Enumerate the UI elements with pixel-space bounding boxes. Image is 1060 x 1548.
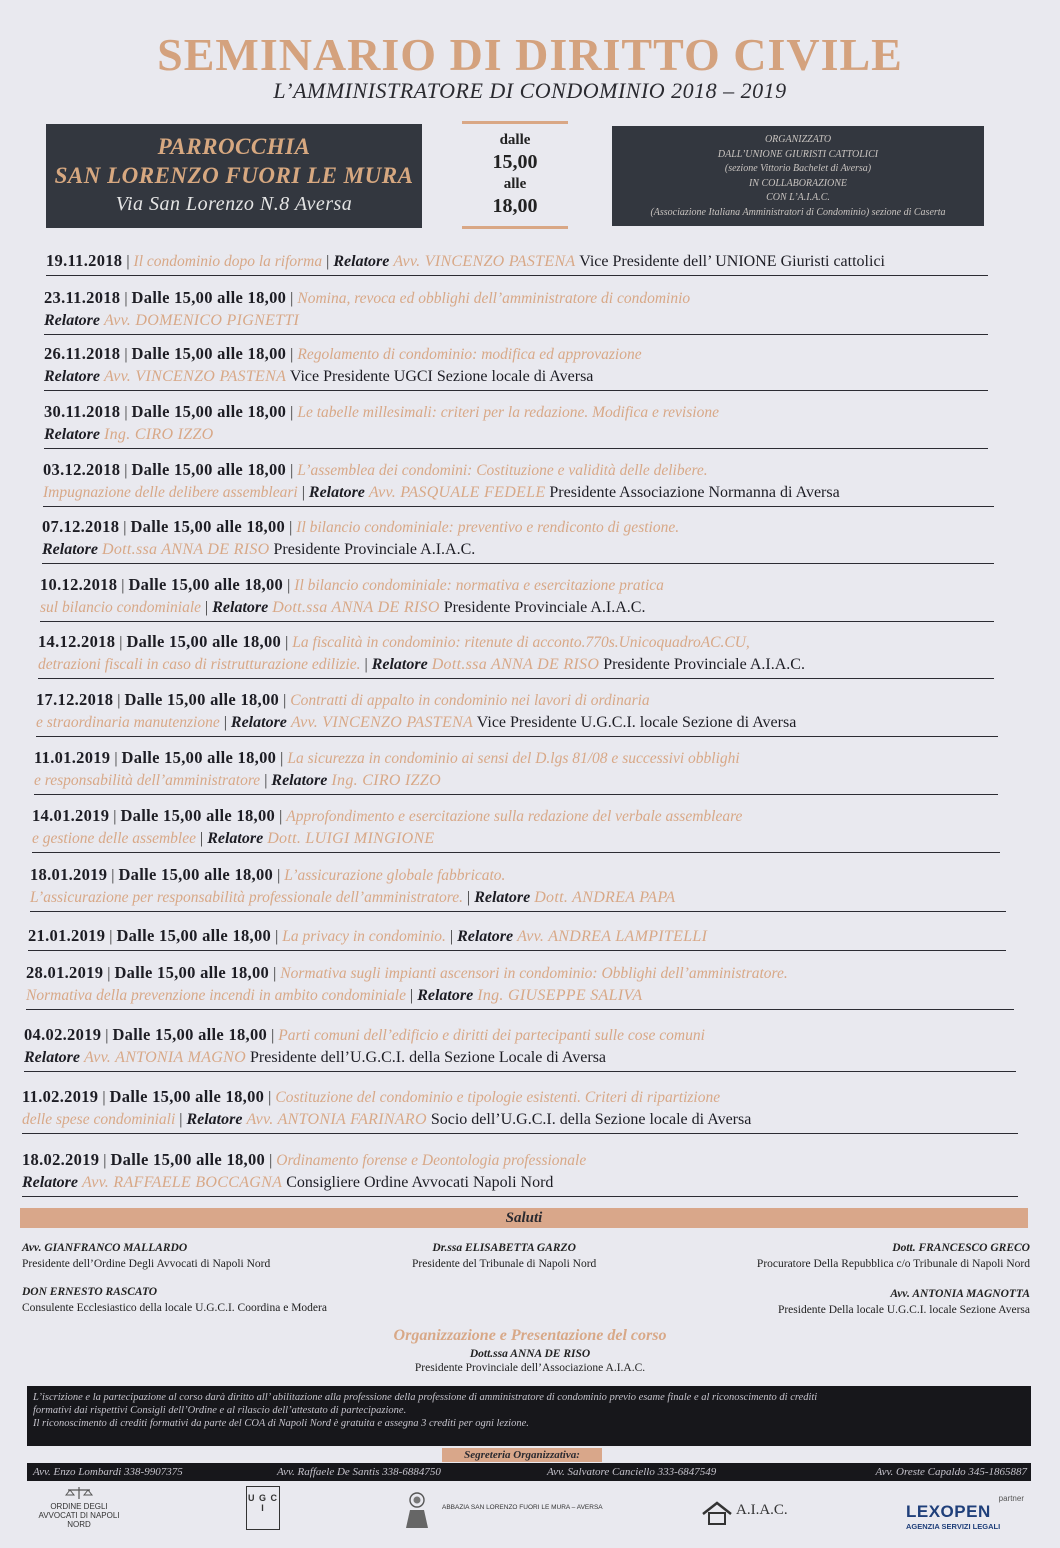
- session-row: [36, 689, 998, 737]
- session-row: [22, 1086, 1018, 1134]
- session-line: [24, 1024, 1016, 1047]
- session-row: [43, 459, 994, 507]
- venue-line2: SAN LORENZO FUORI LE MURA: [54, 163, 414, 188]
- session-date: 10.12.2018: [40, 575, 118, 594]
- notice-line: L’iscrizione e la partecipazione al corso darà diritto all’ abilitazione alla professione della professione di amministratore di condominio previo esame finale e al riconoscimento di crediti: [33, 1392, 818, 1403]
- session-time: Dalle 15,00 alle 18,00: [110, 1150, 266, 1169]
- session-line: [28, 925, 1006, 948]
- session-row: [44, 401, 988, 449]
- session-topic: Il bilancio condominiale: preventivo e rendiconto di gestione.: [296, 519, 680, 536]
- scales-icon: [64, 1486, 94, 1500]
- session-line: [36, 712, 998, 734]
- session-row: [40, 574, 994, 622]
- session-topic-continued: sul bilancio condominiale: [40, 599, 202, 616]
- session-line: [43, 459, 994, 482]
- session-line: [44, 424, 988, 446]
- session-line: [26, 962, 1014, 985]
- organizer-box: [612, 126, 984, 226]
- separator: |: [360, 656, 372, 673]
- session-speaker: Avv. ANTONIA MAGNO: [84, 1049, 246, 1066]
- session-date: 19.11.2018: [46, 251, 123, 270]
- session-topic: Il condominio dopo la riforma: [133, 253, 323, 270]
- session-speaker-role: Presidente Provinciale A.I.A.C.: [443, 599, 646, 616]
- separator: |: [120, 346, 132, 363]
- session-line: [38, 631, 994, 654]
- session-date: 30.11.2018: [44, 402, 121, 421]
- separator: |: [265, 1152, 277, 1169]
- session-line: [43, 482, 994, 504]
- session-topic: Contratti di appalto in condominio nei lavori di ordinaria: [290, 692, 650, 709]
- separator: |: [264, 1089, 276, 1106]
- session-relatore-label: Relatore: [42, 541, 98, 558]
- session-relatore-label: Relatore: [44, 312, 100, 329]
- session-topic-continued: e responsabilità dell’amministratore: [34, 772, 261, 789]
- session-topic: Approfondimento e esercitazione sulla redazione del verbale assembleare: [286, 808, 743, 825]
- separator: |: [286, 462, 298, 479]
- session-time: Dalle 15,00 alle 18,00: [131, 460, 287, 479]
- session-date: 07.12.2018: [42, 517, 120, 536]
- session-time: Dalle 15,00 alle 18,00: [121, 748, 277, 767]
- separator: |: [283, 577, 295, 594]
- separator: |: [271, 928, 283, 945]
- separator: |: [281, 634, 293, 651]
- separator: |: [267, 1027, 279, 1044]
- session-topic-continued: e straordinaria manutenzione: [36, 714, 220, 731]
- session-relatore-label: Relatore: [371, 656, 428, 673]
- notice-box: [27, 1386, 1031, 1446]
- guest-role: Presidente Della locale U.G.C.I. locale Sezione Aversa: [777, 1304, 1030, 1316]
- separator: |: [269, 965, 281, 982]
- separator: |: [286, 404, 298, 421]
- guest-magnotta: [778, 1286, 1030, 1318]
- session-relatore-label: Relatore: [24, 1049, 80, 1066]
- lexopen-partner: partner: [998, 1494, 1024, 1503]
- separator: |: [120, 404, 132, 421]
- abbazia-logo-text: ABBAZIA SAN LORENZO FUORI LE MURA – AVERSA: [442, 1504, 603, 1511]
- guest-name: Avv. ANTONIA MAGNOTTA: [890, 1288, 1030, 1300]
- organizer-line: DALL’UNIONE GIURISTI CATTOLICI: [717, 148, 879, 160]
- organization-role: Presidente Provinciale dell’Associazione A.I.A.C.: [414, 1362, 646, 1374]
- separator: |: [286, 346, 298, 363]
- session-speaker: Ing. CIRO IZZO: [104, 426, 214, 443]
- session-date: 14.01.2019: [32, 806, 110, 825]
- session-date: 18.02.2019: [22, 1150, 100, 1169]
- guest-role: Presidente dell’Ordine Degli Avvocati di Napoli Nord: [22, 1258, 271, 1270]
- separator: |: [98, 1089, 110, 1106]
- separator: |: [285, 519, 297, 536]
- session-time: Dalle 15,00 alle 18,00: [116, 926, 272, 945]
- session-topic: L’assicurazione globale fabbricato.: [284, 867, 506, 884]
- separator: |: [103, 965, 115, 982]
- session-speaker-role: Presidente Provinciale A.I.A.C.: [603, 656, 805, 673]
- page-subtitle: L’AMMINISTRATORE DI CONDOMINIO 2018 – 2019: [273, 78, 787, 103]
- session-row: [32, 805, 1000, 853]
- session-row: [44, 343, 988, 391]
- session-line: [32, 828, 1000, 850]
- session-speaker: Ing. CIRO IZZO: [331, 772, 441, 789]
- separator: |: [120, 462, 132, 479]
- session-time: Dalle 15,00 alle 18,00: [131, 288, 287, 307]
- session-row: [22, 1149, 1018, 1197]
- session-relatore-label: Relatore: [230, 714, 287, 731]
- session-topic-continued: e gestione delle assemblee: [32, 830, 196, 847]
- session-line: [44, 401, 988, 424]
- venue-box: [46, 124, 422, 228]
- session-line: [44, 366, 988, 388]
- guest-name: DON ERNESTO RASCATO: [22, 1286, 158, 1298]
- session-speaker: Avv. VINCENZO PASTENA: [104, 368, 287, 385]
- segreteria-heading: Segreteria Organizzativa:: [442, 1448, 602, 1462]
- session-relatore-label: Relatore: [186, 1111, 243, 1128]
- separator: |: [275, 808, 287, 825]
- separator: |: [201, 599, 213, 616]
- session-row: [42, 516, 994, 564]
- aiac-logo: [700, 1500, 800, 1530]
- separator: |: [322, 253, 334, 270]
- session-time: Dalle 15,00 alle 18,00: [126, 632, 282, 651]
- session-line: [34, 770, 998, 792]
- saint-icon: [398, 1490, 436, 1530]
- guest-name: Dott. FRANCESCO GRECO: [892, 1242, 1030, 1254]
- page-title: SEMINARIO DI DIRITTO CIVILE: [157, 29, 903, 80]
- ugci-logo-text: U G C I: [247, 1493, 278, 1513]
- session-time: Dalle 15,00 alle 18,00: [131, 344, 287, 363]
- time-to: 18,00: [492, 195, 538, 217]
- segreteria-contact: Avv. Oreste Capaldo 345-1865887: [875, 1466, 1027, 1478]
- session-speaker-role: Consigliere Ordine Avvocati Napoli Nord: [286, 1174, 554, 1191]
- organizer-line: ORGANIZZATO: [764, 134, 832, 145]
- notice-line: Il riconoscimento di crediti formativi da parte del COA di Napoli Nord è gratuita e assegna 3 crediti per ogni lezione.: [33, 1418, 529, 1429]
- session-date: 04.02.2019: [24, 1025, 102, 1044]
- separator: |: [219, 714, 231, 731]
- session-line: [22, 1109, 1018, 1131]
- separator: |: [279, 692, 291, 709]
- session-topic: Costituzione del condominio e tipologie esistenti. Criteri di ripartizione: [275, 1089, 721, 1106]
- session-speaker-role: Presidente Provinciale A.I.A.C.: [273, 541, 476, 558]
- separator: |: [276, 750, 288, 767]
- session-relatore-label: Relatore: [212, 599, 269, 616]
- saluti-heading: Saluti: [20, 1208, 1028, 1228]
- session-topic-continued: delle spese condominiali: [22, 1111, 176, 1128]
- session-time: Dalle 15,00 alle 18,00: [118, 865, 274, 884]
- session-line: [22, 1149, 1018, 1172]
- lexopen-name: LEXOPEN: [906, 1502, 991, 1521]
- session-speaker: Ing. GIUSEPPE SALIVA: [477, 987, 643, 1004]
- session-relatore-label: Relatore: [308, 484, 365, 501]
- session-row: [46, 250, 988, 276]
- session-line: [36, 689, 998, 712]
- separator: |: [260, 772, 272, 789]
- session-line: [34, 747, 998, 770]
- session-row: [24, 1024, 1016, 1072]
- session-date: 17.12.2018: [36, 690, 114, 709]
- time-box: [462, 121, 568, 229]
- session-line: [40, 574, 994, 597]
- session-line: [44, 343, 988, 366]
- session-line: [44, 287, 988, 310]
- guest-role: Procuratore Della Repubblica c/o Tribunale di Napoli Nord: [756, 1258, 1030, 1270]
- session-row: [28, 925, 1006, 951]
- session-speaker-role: Vice Presidente U.G.C.I. locale Sezione di Aversa: [476, 714, 797, 731]
- session-time: Dalle 15,00 alle 18,00: [124, 690, 280, 709]
- separator: |: [113, 692, 125, 709]
- notice-line: formativi dai rispettivi Consigli dell’Ordine e al rilascio dell’attestato di partecipazione.: [33, 1405, 407, 1416]
- organizer-line: CON L’A.I.A.C.: [766, 192, 830, 204]
- organizer-line: (sezione Vittorio Bachelet di Aversa): [724, 163, 872, 175]
- separator: |: [109, 808, 121, 825]
- session-date: 11.01.2019: [34, 748, 111, 767]
- session-speaker: Avv. ANDREA LAMPITELLI: [517, 928, 708, 945]
- session-line: [22, 1086, 1018, 1109]
- session-topic-continued: detrazioni fiscali in caso di ristrutturazione edilizie.: [38, 656, 361, 673]
- session-speaker: Dott.ssa ANNA DE RISO: [102, 541, 270, 558]
- separator: |: [273, 867, 285, 884]
- guest-mallardo: [22, 1240, 270, 1272]
- guest-greco: [757, 1240, 1030, 1272]
- separator: |: [117, 577, 129, 594]
- session-topic: Parti comuni dell’edificio e diritti dei partecipanti sulle cose comuni: [278, 1027, 705, 1044]
- session-date: 23.11.2018: [44, 288, 121, 307]
- guest-garzo: [412, 1240, 596, 1272]
- session-line: [42, 516, 994, 539]
- separator: |: [445, 928, 458, 945]
- session-time: Dalle 15,00 alle 18,00: [130, 517, 286, 536]
- segreteria-contact: Avv. Enzo Lombardi 338-9907375: [33, 1466, 183, 1478]
- lexopen-sub: AGENZIA SERVIZI LEGALI: [906, 1522, 1001, 1531]
- session-line: [22, 1172, 1018, 1194]
- session-speaker: Dott. LUIGI MINGIONE: [267, 830, 435, 847]
- segreteria-contact: Avv. Raffaele De Santis 338-6884750: [277, 1466, 441, 1478]
- separator: |: [107, 867, 119, 884]
- separator: |: [286, 290, 298, 307]
- session-relatore-label: Relatore: [44, 426, 100, 443]
- session-speaker: Avv. DOMENICO PIGNETTI: [104, 312, 300, 329]
- organizer-line: IN COLLABORAZIONE: [748, 177, 848, 189]
- separator: |: [405, 987, 418, 1004]
- session-relatore-label: Relatore: [44, 368, 100, 385]
- venue-line1: PARROCCHIA: [157, 134, 311, 159]
- session-speaker: Avv. RAFFAELE BOCCAGNA: [82, 1174, 283, 1191]
- session-speaker-role: Presidente Associazione Normanna di Aversa: [549, 484, 840, 501]
- session-date: 28.01.2019: [26, 963, 104, 982]
- guest-rascato: [22, 1284, 327, 1316]
- organization-name: Dott.ssa ANNA DE RISO: [469, 1348, 591, 1360]
- session-speaker: Avv. VINCENZO PASTENA: [393, 253, 576, 270]
- session-time: Dalle 15,00 alle 18,00: [131, 402, 287, 421]
- session-topic: Normativa sugli impianti ascensori in condominio: Obblighi dell’amministratore.: [280, 965, 788, 982]
- segreteria-bar: [27, 1463, 1031, 1481]
- session-relatore-label: Relatore: [457, 928, 514, 945]
- session-speaker: Avv. ANTONIA FARINARO: [246, 1111, 427, 1128]
- session-relatore-label: Relatore: [333, 253, 390, 270]
- session-time: Dalle 15,00 alle 18,00: [128, 575, 284, 594]
- session-time: Dalle 15,00 alle 18,00: [112, 1025, 268, 1044]
- separator: |: [195, 830, 208, 847]
- session-time: Dalle 15,00 alle 18,00: [114, 963, 270, 982]
- ordine-logo: [34, 1486, 124, 1529]
- session-relatore-label: Relatore: [207, 830, 264, 847]
- session-date: 18.01.2019: [30, 865, 108, 884]
- session-date: 21.01.2019: [28, 926, 106, 945]
- session-speaker: Dott.ssa ANNA DE RISO: [272, 599, 440, 616]
- segreteria-contact: Avv. Salvatore Canciello 333-6847549: [547, 1466, 717, 1478]
- session-topic-continued: Normativa della prevenzione incendi in ambito condominiale: [26, 987, 406, 1004]
- session-time: Dalle 15,00 alle 18,00: [109, 1087, 265, 1106]
- session-row: [44, 287, 988, 335]
- session-topic: Regolamento di condominio: modifica ed approvazione: [297, 346, 642, 363]
- separator: |: [101, 1027, 113, 1044]
- session-line: [24, 1047, 1016, 1069]
- separator: |: [122, 253, 134, 270]
- session-relatore-label: Relatore: [417, 987, 474, 1004]
- separator: |: [105, 928, 117, 945]
- session-relatore-label: Relatore: [271, 772, 328, 789]
- session-line: [40, 597, 994, 619]
- organizer-line: (Associazione Italiana Amministratori di Condominio) sezione di Caserta: [650, 206, 946, 218]
- lexopen-logo: [904, 1494, 1028, 1534]
- organization-title: Organizzazione e Presentazione del corso: [393, 1327, 667, 1344]
- session-topic: Il bilancio condominiale: normativa e esercitazione pratica: [294, 577, 664, 594]
- session-relatore-label: Relatore: [474, 889, 531, 906]
- aiac-logo-text: A.I.A.C.: [736, 1502, 788, 1518]
- session-row: [34, 747, 998, 795]
- session-speaker: Dott. ANDREA PAPA: [534, 889, 676, 906]
- ordine-logo-text: ORDINE DEGLI AVVOCATI DI NAPOLI NORD: [38, 1502, 120, 1529]
- session-line: [30, 864, 1006, 887]
- session-line: [26, 985, 1014, 1007]
- guest-name: Dr.ssa ELISABETTA GARZO: [432, 1242, 576, 1254]
- separator: |: [110, 750, 122, 767]
- session-line: [30, 887, 1006, 909]
- session-time: Dalle 15,00 alle 18,00: [120, 806, 276, 825]
- separator: |: [175, 1111, 187, 1128]
- session-topic: La fiscalità in condominio: ritenute di acconto.770s.UnicoquadroAC.CU,: [292, 634, 750, 651]
- session-date: 11.02.2019: [22, 1087, 99, 1106]
- separator: |: [463, 889, 475, 906]
- separator: |: [297, 484, 309, 501]
- guest-name: Avv. GIANFRANCO MALLARDO: [22, 1242, 188, 1254]
- separator: |: [119, 519, 131, 536]
- session-date: 03.12.2018: [43, 460, 121, 479]
- session-speaker-role: Presidente dell’U.G.C.I. della Sezione Locale di Aversa: [250, 1049, 607, 1066]
- session-speaker-role: Vice Presidente dell’ UNIONE Giuristi cattolici: [579, 253, 885, 270]
- session-topic: La sicurezza in condominio ai sensi del D.lgs 81/08 e successivi obblighi: [287, 750, 740, 767]
- venue-address: Via San Lorenzo N.8 Aversa: [115, 193, 353, 215]
- session-topic-continued: Impugnazione delle delibere assembleari: [43, 484, 298, 501]
- session-topic: La privacy in condominio.: [282, 928, 446, 945]
- session-line: [42, 539, 994, 561]
- guest-role: Consulente Ecclesiastico della locale U.G.C.I. Coordina e Modera: [22, 1302, 327, 1314]
- session-speaker-role: Socio dell’U.G.C.I. della Sezione locale di Aversa: [430, 1111, 752, 1128]
- separator: |: [99, 1152, 111, 1169]
- session-speaker: Avv. VINCENZO PASTENA: [290, 714, 474, 731]
- house-icon: [700, 1500, 734, 1526]
- separator: |: [115, 634, 127, 651]
- session-row: [30, 864, 1006, 912]
- session-topic: Le tabelle millesimali: criteri per la redazione. Modifica e revisione: [297, 404, 719, 421]
- time-from: 15,00: [492, 151, 538, 173]
- abbazia-logo: [398, 1490, 618, 1530]
- session-topic: Nomina, revoca ed obblighi dell’amministratore di condominio: [297, 290, 691, 307]
- session-line: [44, 310, 988, 332]
- separator: |: [120, 290, 132, 307]
- time-from-label: dalle: [499, 132, 531, 148]
- session-speaker: Avv. PASQUALE FEDELE: [368, 484, 546, 501]
- session-speaker-role: Vice Presidente UGCI Sezione locale di Aversa: [289, 368, 594, 385]
- session-topic: L’assemblea dei condomini: Costituzione e validità delle delibere.: [297, 462, 708, 479]
- ugci-logo: [246, 1486, 280, 1530]
- session-line: [32, 805, 1000, 828]
- session-topic: Ordinamento forense e Deontologia professionale: [276, 1152, 587, 1169]
- session-line: [46, 250, 988, 273]
- session-row: [38, 631, 994, 679]
- session-relatore-label: Relatore: [22, 1174, 78, 1191]
- time-to-label: alle: [503, 176, 527, 192]
- session-row: [26, 962, 1014, 1010]
- session-date: 26.11.2018: [44, 344, 121, 363]
- guest-role: Presidente del Tribunale di Napoli Nord: [412, 1258, 597, 1270]
- session-topic-continued: L’assicurazione per responsabilità professionale dell’amministratore.: [30, 889, 463, 906]
- session-date: 14.12.2018: [38, 632, 116, 651]
- session-speaker: Dott.ssa ANNA DE RISO: [431, 656, 600, 673]
- session-line: [38, 654, 994, 676]
